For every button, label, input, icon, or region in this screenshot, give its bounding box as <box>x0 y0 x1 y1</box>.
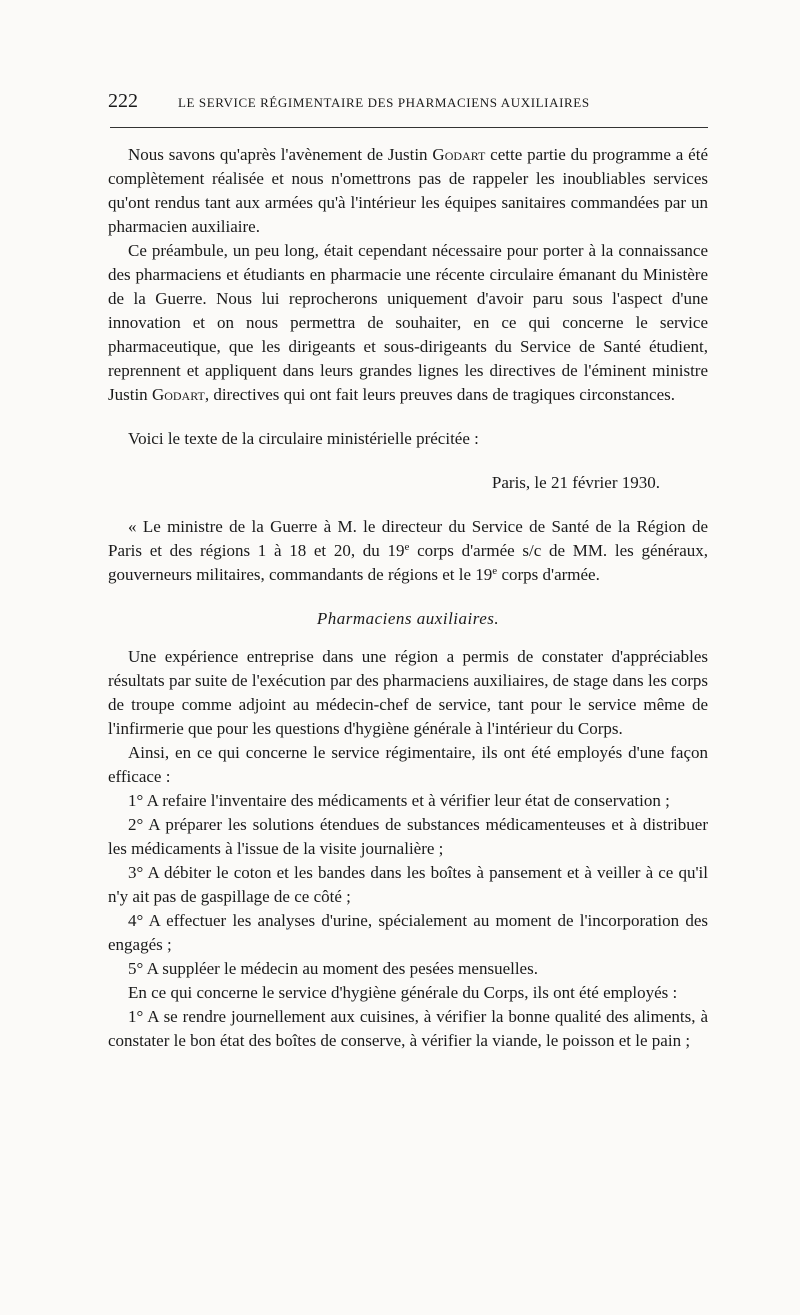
list-item: 4° A effectuer les analyses d'urine, spécialement au moment de l'incorporation des engagés ; <box>108 911 708 954</box>
dateline: Paris, le 21 février 1930. <box>491 473 660 492</box>
address-paragraph: « Le ministre de la Guerre à M. le directeur du Service de Santé de la Région de Paris et des régions 1 à 18 et 20, du 19e corps d'armée s/c de MM. les généraux, gouverneurs militaires, commandants de régions et le 19e corps d'armée. <box>108 517 709 584</box>
section-title: Pharmaciens auxiliaires. <box>316 609 500 628</box>
paragraph: Ce préambule, un peu long, était cependant nécessaire pour porter à la connaissance des pharmaciens et étudiants en pharmacie une récente circulaire émanant du Ministère de la Guerre. Nous lui reprocherons uniquement d'avoir paru sous l'aspect d'une innovation et on nous permettra de souhaiter, en ce qui concerne le service pharmaceutique, que les dirigeants et sous-dirigeants du Service de Santé étudient, reprennent et appliquent dans leurs grandes lignes les directives de l'éminent ministre Justin Godart, directives qui ont fait leurs preuves dans de tragiques circonstances. <box>108 241 708 404</box>
list-item: 3° A débiter le coton et les bandes dans les boîtes à pansement et à veiller à ce qu'il n'y ait pas de gaspillage de ce côté ; <box>108 863 708 906</box>
paragraph: Une expérience entreprise dans une région a permis de constater d'appréciables résultats par suite de l'exécution par des pharmaciens auxiliaires, de stage dans les corps de troupe comme adjoint au médecin-chef de service, tant pour le service même de l'infirmerie que pour les questions d'hygiène générale à l'intérieur du Corps. <box>108 647 708 738</box>
list-item: 2° A préparer les solutions étendues de substances médicamenteuses et à distribuer les médicaments à l'issue de la visite journalière ; <box>108 815 708 858</box>
list-item: 5° A suppléer le médecin au moment des pesées mensuelles. <box>128 959 538 978</box>
page-number: 222 <box>108 90 138 112</box>
list-item: 1° A se rendre journellement aux cuisines, à vérifier la bonne qualité des aliments, à constater le bon état des boîtes de conserve, à vérifier la viande, le poisson et le pain ; <box>108 1007 708 1050</box>
list-item: 1° A refaire l'inventaire des médicaments et à vérifier leur état de conservation ; <box>128 791 670 810</box>
person-name: Godart <box>151 385 205 404</box>
paragraph: Nous savons qu'après l'avènement de Justin Godart cette partie du programme a été complètement réalisée et nous n'omettrons pas de rappeler les inoubliables services qu'ont rendus tant aux armées qu'à l'intérieur les équipes sanitaires commandées par un pharmacien auxiliaire. <box>108 145 708 236</box>
person-name: Godart <box>432 145 486 164</box>
page-header <box>108 90 708 116</box>
paragraph: Ainsi, en ce qui concerne le service régimentaire, ils ont été employés d'une façon efficace : <box>108 743 708 786</box>
running-title: LE SERVICE RÉGIMENTAIRE DES PHARMACIENS AUXILIAIRES <box>178 95 590 110</box>
header-rule <box>110 127 708 128</box>
page-body <box>108 143 708 1053</box>
paragraph: En ce qui concerne le service d'hygiène générale du Corps, ils ont été employés : <box>128 983 678 1002</box>
circular-intro: Voici le texte de la circulaire ministérielle précitée : <box>128 429 479 448</box>
